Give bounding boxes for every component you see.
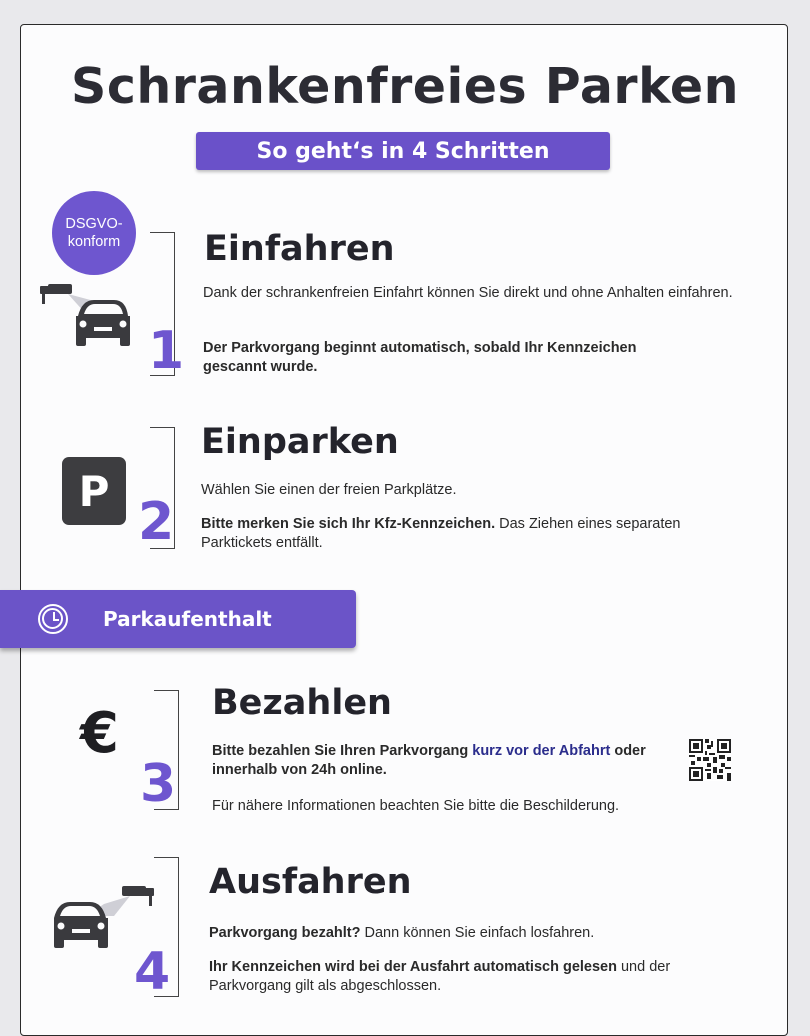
step-1-heading: Einfahren [204, 229, 395, 269]
step-1-bold-text: Der Parkvorgang beginnt automatisch, sobald Ihr Kennzeichen gescannt wurde. [203, 340, 637, 375]
step-3-paragraph [212, 742, 682, 780]
page-title: Schrankenfreies Parken [71, 58, 739, 115]
car-camera-icon [38, 280, 134, 350]
parkaufenthalt-banner [0, 590, 356, 648]
step-2-number: 2 [138, 492, 175, 552]
step-4-text-2: und der Parkvorgang gilt als abgeschlossen. [209, 959, 671, 994]
qr-code-icon [689, 739, 731, 781]
step-3-text: Für nähere Informationen beachten Sie bitte die Beschilderung. [212, 798, 620, 814]
step-4-paragraph-2 [209, 958, 709, 996]
step-2-paragraph [201, 515, 721, 553]
step-2-bold-text: Bitte merken Sie sich Ihr Kfz-Kennzeichen. [201, 516, 496, 532]
step-4-bold-1: Parkvorgang bezahlt? [209, 925, 361, 941]
badge-line-1: DSGVO- [65, 216, 123, 232]
step-2-heading: Einparken [201, 422, 399, 462]
step-4-paragraph-1 [209, 924, 749, 943]
step-2-text-2: Das Ziehen eines separaten Parktickets entfällt. [201, 516, 681, 551]
step-3-highlight: kurz vor der Abfahrt [472, 743, 611, 759]
step-1-text: Dank der schrankenfreien Einfahrt können Sie direkt und ohne Anhalten einfahren. [203, 285, 733, 301]
step-2-text: Wählen Sie einen der freien Parkplätze. [201, 482, 457, 498]
dsgvo-badge [52, 191, 136, 275]
step-4-number: 4 [134, 942, 171, 1002]
parking-icon: P [62, 457, 126, 525]
step-3-bold-2: oder innerhalb von 24h online. [212, 743, 646, 778]
clock-icon [38, 604, 68, 634]
step-4-bold-2: Ihr Kennzeichen wird bei der Ausfahrt automatisch gelesen [209, 959, 617, 975]
step-4-text-1: Dann können Sie einfach losfahren. [360, 925, 595, 941]
subtitle-banner: So geht‘s in 4 Schritten [196, 132, 610, 170]
step-4-heading: Ausfahren [209, 862, 412, 902]
banner-label: Parkaufenthalt [103, 607, 272, 631]
euro-icon: € [80, 701, 119, 766]
step-1-number: 1 [148, 321, 185, 381]
step-3-bold-1: Bitte bezahlen Sie Ihren Parkvorgang [212, 743, 473, 759]
badge-line-2: konform [67, 234, 121, 250]
step-3-number: 3 [140, 754, 177, 814]
step-3-heading: Bezahlen [212, 683, 392, 723]
